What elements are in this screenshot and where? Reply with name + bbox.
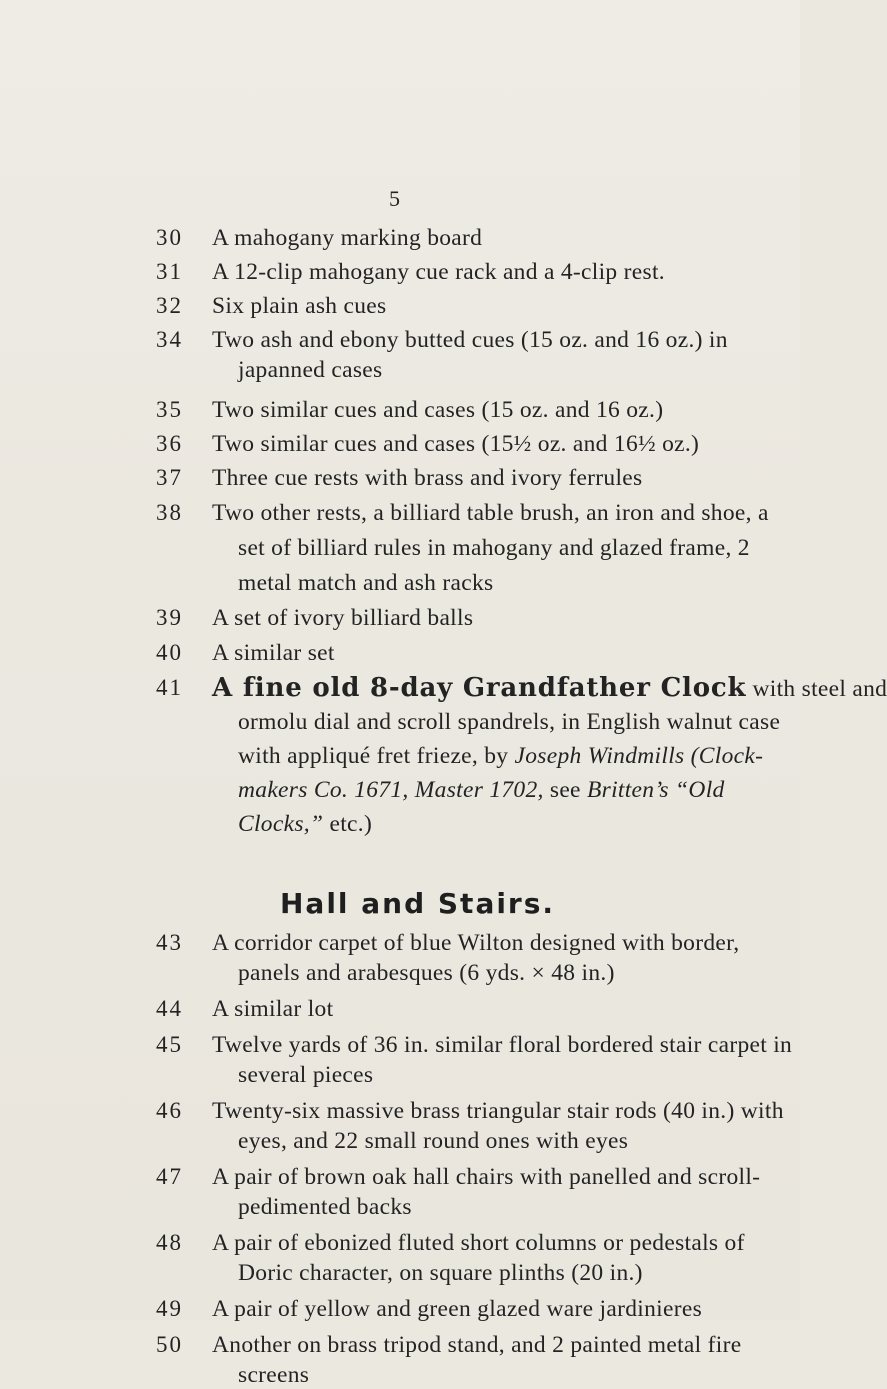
lot-description: Two similar cues and cases (15 oz. and 16 oz.) <box>212 397 664 423</box>
lot-description <box>212 673 887 703</box>
lot-description-text: with steel and <box>746 676 887 702</box>
lot-description-continued: Doric character, on square plinths (20 in.) <box>238 1260 643 1286</box>
lot-number: 37 <box>156 465 183 490</box>
lot-description: A pair of brown oak hall chairs with panelled and scroll- <box>212 1164 761 1190</box>
lot-number: 31 <box>156 259 183 284</box>
lot-description-text: see <box>543 777 587 803</box>
lot-number: 39 <box>156 605 183 630</box>
lot-reference-italic: Britten’s “Old <box>586 777 725 803</box>
lot-number: 50 <box>156 1332 183 1357</box>
lot-number: 30 <box>156 225 183 250</box>
lot-description: A set of ivory billiard balls <box>212 605 474 631</box>
lot-description-continued: screens <box>238 1362 310 1388</box>
lot-description-continued <box>238 777 823 804</box>
lot-number: 38 <box>156 500 183 525</box>
lot-description-text: etc.) <box>323 811 373 837</box>
lot-number: 32 <box>156 293 183 318</box>
lot-description: Three cue rests with brass and ivory ferrules <box>212 465 643 491</box>
lot-description: A 12-clip mahogany cue rack and a 4-clip rest. <box>212 259 665 285</box>
section-heading: Hall and Stairs. <box>280 887 556 920</box>
lot-description: A similar set <box>212 640 335 666</box>
lot-number: 34 <box>156 327 183 352</box>
lot-description-continued: set of billiard rules in mahogany and glazed frame, 2 <box>238 535 750 561</box>
lot-description: A pair of ebonized fluted short columns or pedestals of <box>212 1230 745 1256</box>
lot-number: 41 <box>156 675 183 700</box>
lot-description-continued: several pieces <box>238 1062 374 1088</box>
lot-description: Another on brass tripod stand, and 2 painted metal fire <box>212 1332 742 1358</box>
lot-description-continued: pedimented backs <box>238 1194 412 1220</box>
lot-title-blackletter: A fine old 8-day Grandfather Clock <box>212 673 747 703</box>
lot-description-continued <box>238 811 823 838</box>
lot-description-continued: eyes, and 22 small round ones with eyes <box>238 1128 629 1154</box>
lot-number: 47 <box>156 1164 183 1189</box>
lot-maker-italic: makers Co. 1671, Master 1702, <box>238 777 544 803</box>
lot-maker-italic: Joseph Windmills (Clock- <box>514 743 764 769</box>
lot-number: 36 <box>156 431 183 456</box>
lot-description: Two similar cues and cases (15½ oz. and 16½ oz.) <box>212 431 700 457</box>
lot-description: A similar lot <box>212 996 334 1022</box>
lot-reference-italic: Clocks,” <box>238 811 324 837</box>
lot-number: 40 <box>156 640 183 665</box>
lot-number: 48 <box>156 1230 183 1255</box>
lot-description-continued: panels and arabesques (6 yds. × 48 in.) <box>238 960 615 986</box>
page-number: 5 <box>389 186 401 211</box>
lot-description-text: with appliqué fret frieze, by <box>238 743 515 769</box>
lot-description: Six plain ash cues <box>212 293 387 319</box>
lot-description-continued: metal match and ash racks <box>238 570 494 596</box>
lot-number: 44 <box>156 996 183 1021</box>
lot-number: 43 <box>156 930 183 955</box>
lot-description: Twelve yards of 36 in. similar floral bordered stair carpet in <box>212 1032 793 1058</box>
lot-description: A mahogany marking board <box>212 225 483 251</box>
lot-description: Two other rests, a billiard table brush, an iron and shoe, a <box>212 500 769 526</box>
lot-description-continued: japanned cases <box>238 357 383 383</box>
lot-number: 45 <box>156 1032 183 1057</box>
lot-description-continued <box>238 743 823 770</box>
lot-number: 49 <box>156 1296 183 1321</box>
lot-number: 46 <box>156 1098 183 1123</box>
lot-description: A corridor carpet of blue Wilton designed with border, <box>212 930 740 956</box>
lot-number: 35 <box>156 397 183 422</box>
lot-description: Twenty-six massive brass triangular stair rods (40 in.) with <box>212 1098 784 1124</box>
lot-description: A pair of yellow and green glazed ware jardinieres <box>212 1296 703 1322</box>
lot-description: Two ash and ebony butted cues (15 oz. and 16 oz.) in <box>212 327 728 353</box>
lot-description-continued: ormolu dial and scroll spandrels, in English walnut case <box>238 709 781 735</box>
